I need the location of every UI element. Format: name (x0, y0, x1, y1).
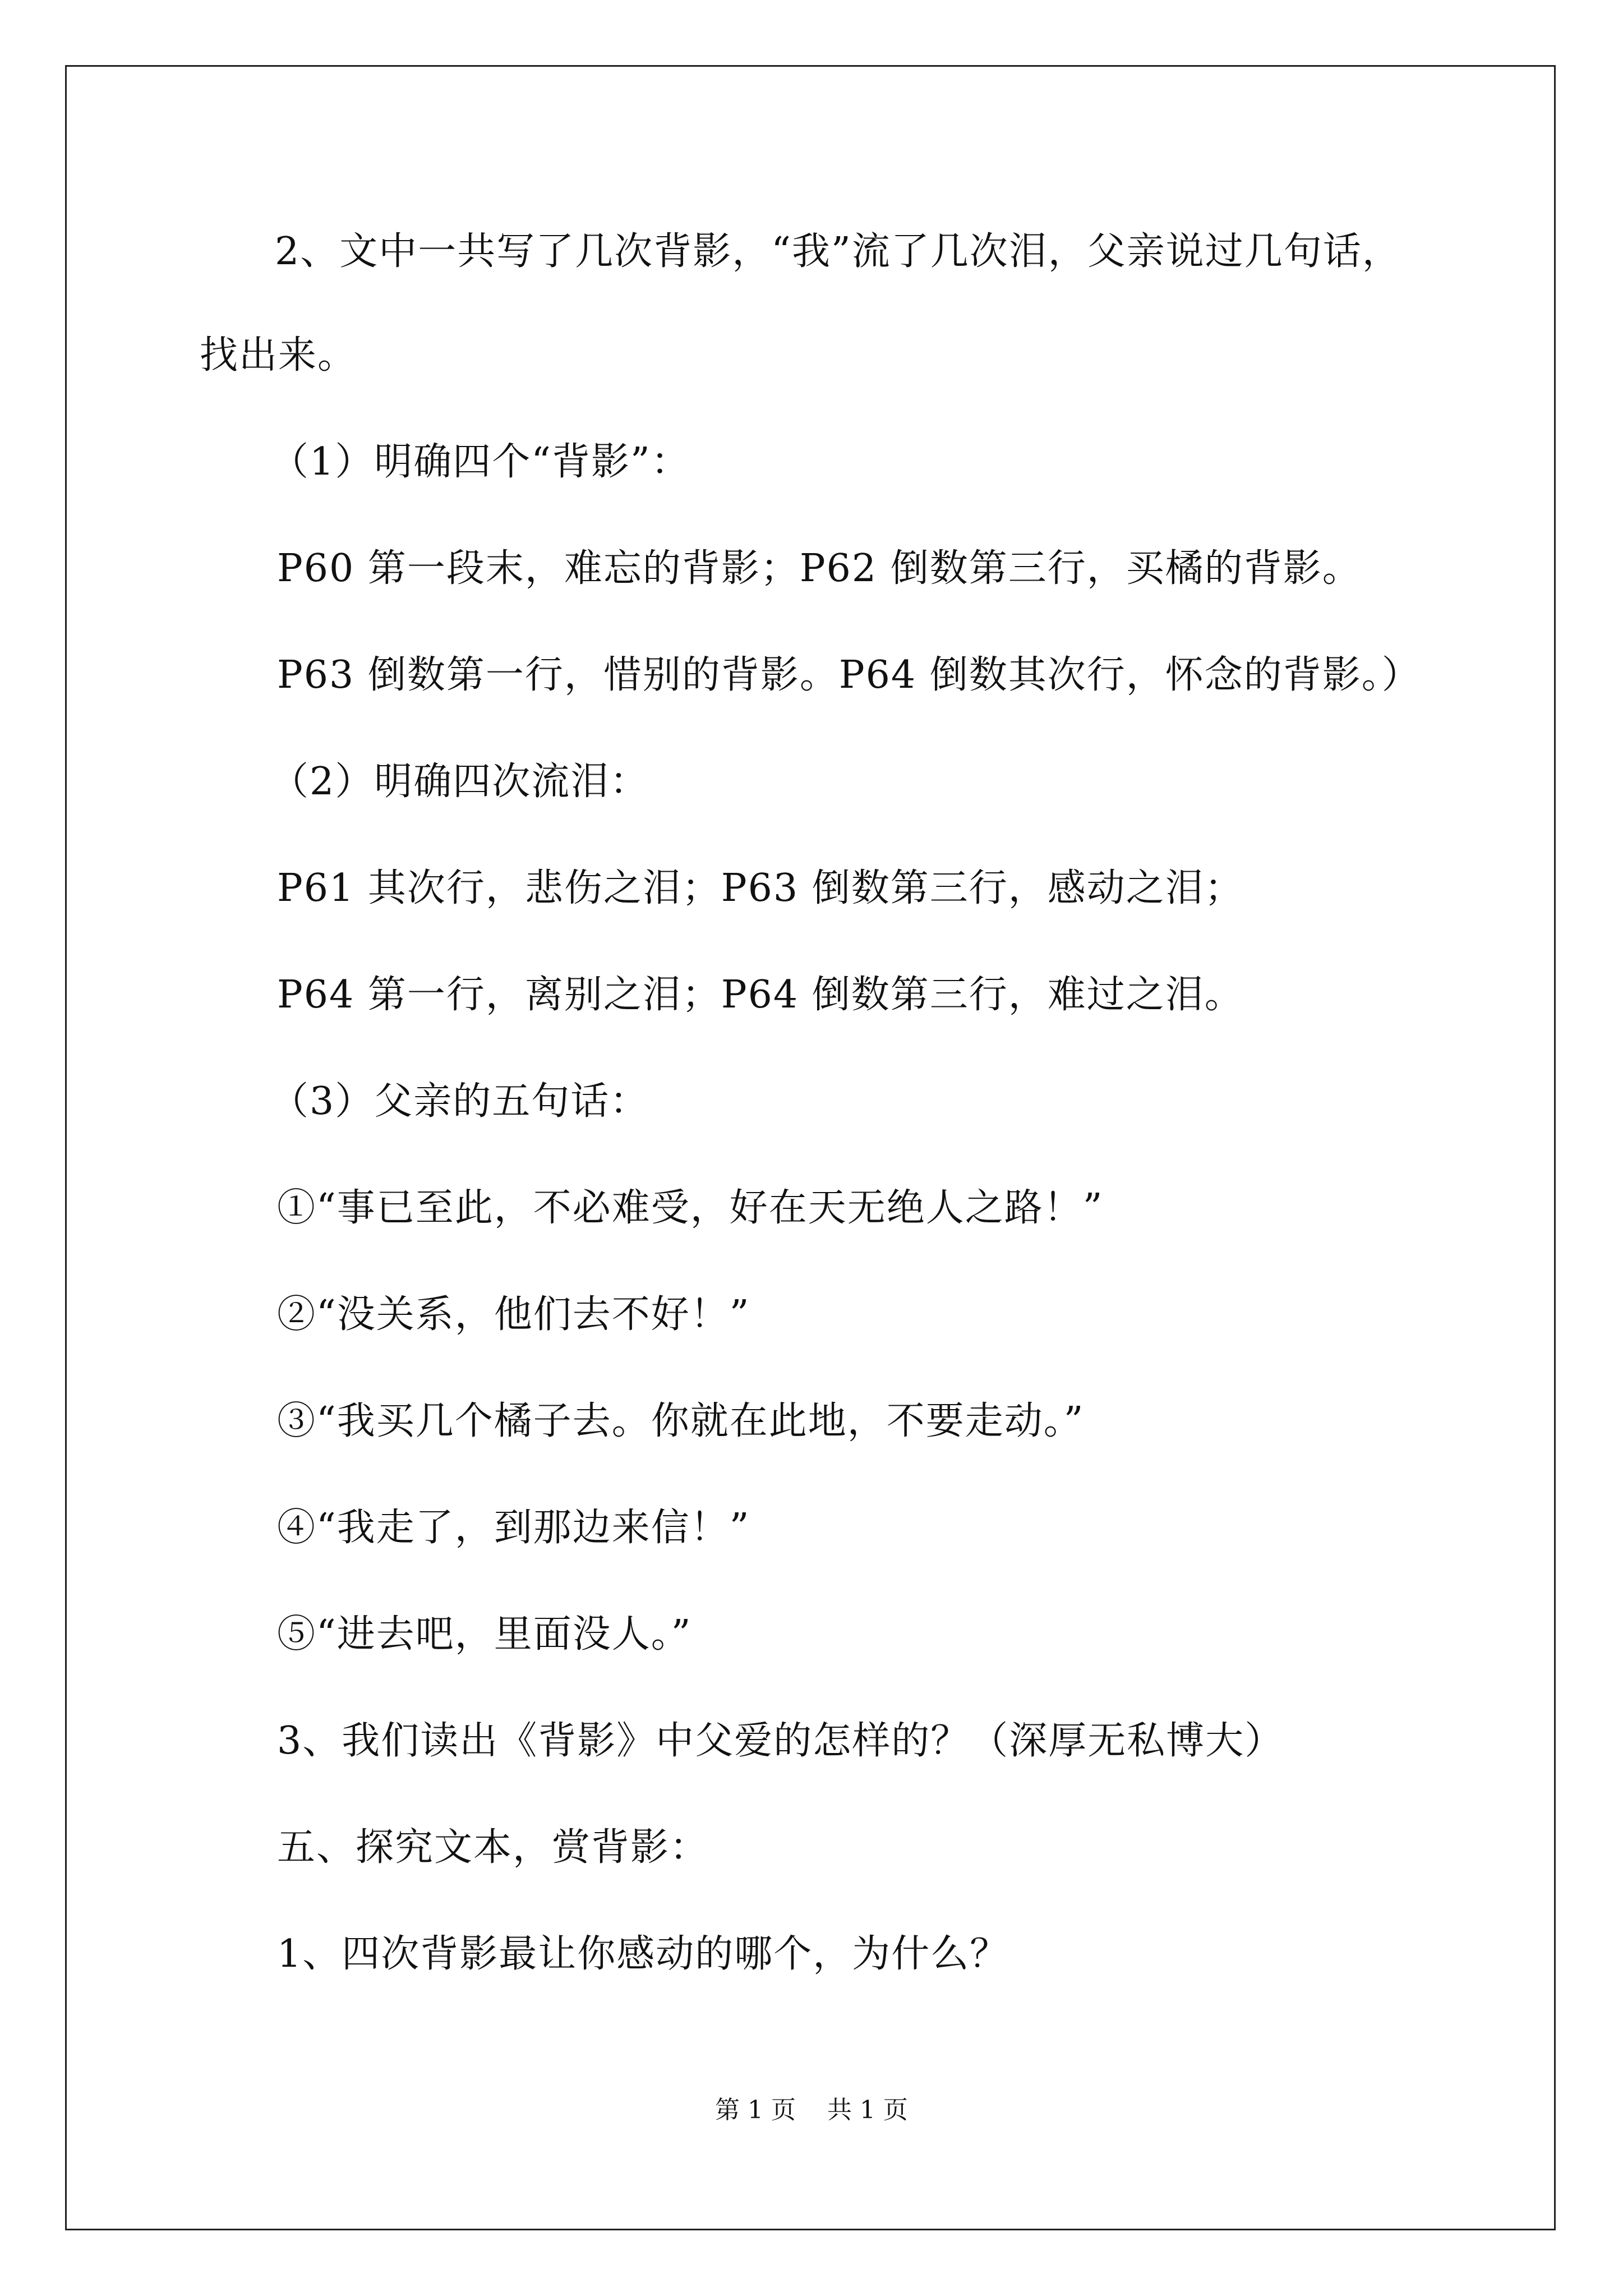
heading-four-tears: （2）明确四次流泪： (270, 760, 649, 804)
heading-five-sentences: （3）父亲的五句话： (270, 1079, 649, 1124)
heading-four-backs: （1）明确四个“背影”： (270, 440, 690, 484)
quote-item-1: ①“事已至此，不必难受，好在天无绝人之路！” (277, 1186, 1104, 1230)
quote-item-2: ②“没关系，他们去不好！” (277, 1292, 750, 1337)
list-item-back-2: P63 倒数第一行，惜别的背影。P64 倒数其次行，怀念的背影。） (277, 653, 1421, 697)
page-border (65, 65, 1556, 2230)
quote-item-5: ⑤“进去吧，里面没人。” (277, 1612, 692, 1657)
paragraph-question-2-continued: 找出来。 (200, 333, 357, 378)
list-item-back-1: P60 第一段末，难忘的背影；P62 倒数第三行，买橘的背影。 (277, 546, 1362, 591)
paragraph-question-3: 3、我们读出《背影》中父爱的怎样的？（深厚无私博大） (277, 1719, 1284, 1763)
paragraph-question-1: 1、四次背影最让你感动的哪个，为什么？ (277, 1932, 1009, 1976)
page-number-footer: 第 1 页 共 1 页 (715, 2096, 908, 2124)
paragraph-question-2: 2、文中一共写了几次背影，“我”流了几次泪，父亲说过几句话， (275, 229, 1401, 274)
section-heading-five: 五、探究文本，赏背影： (277, 1825, 709, 1870)
list-item-tears-1: P61 其次行，悲伤之泪；P63 倒数第三行，感动之泪； (277, 866, 1244, 910)
quote-item-4: ④“我走了，到那边来信！” (277, 1506, 750, 1550)
quote-item-3: ③“我买几个橘子去。你就在此地，不要走动。” (277, 1399, 1085, 1443)
list-item-tears-2: P64 第一行，离别之泪；P64 倒数第三行，难过之泪。 (277, 973, 1244, 1017)
